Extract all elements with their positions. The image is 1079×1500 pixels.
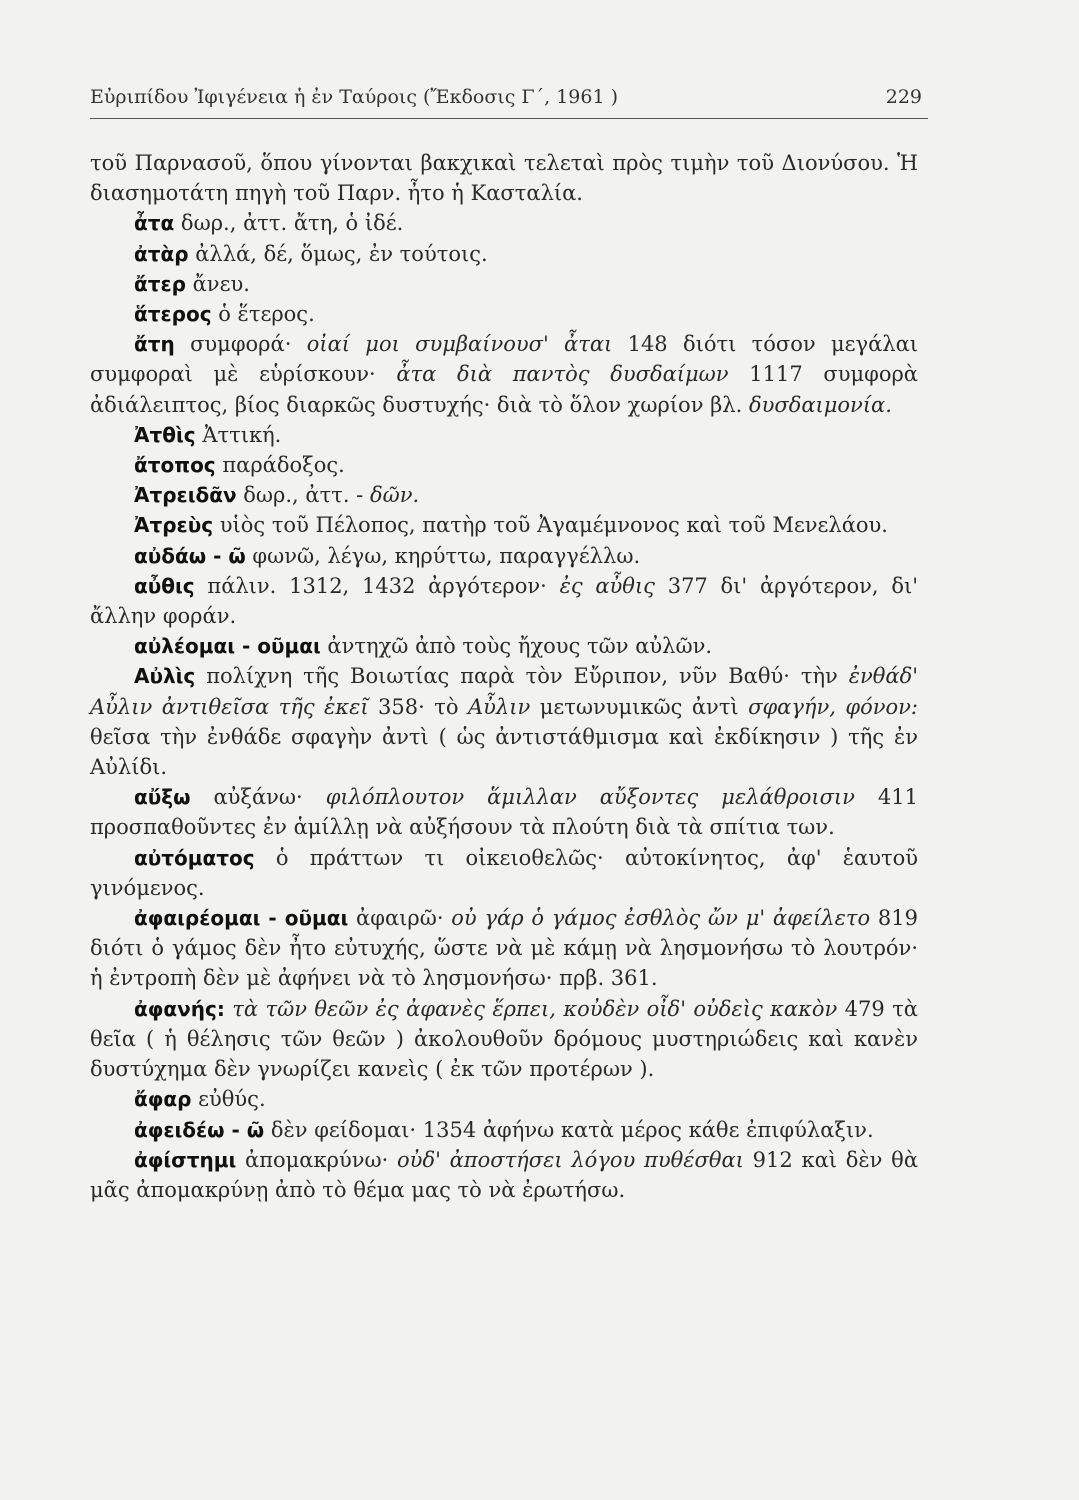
definition-text: δωρ., ἀττ. ἄτη, ὁ ἰδέ.: [174, 211, 404, 236]
headword: αὐδάω - ῶ: [134, 543, 246, 568]
definition-text: δωρ., ἀττ. -: [236, 483, 370, 508]
glossary-entry: [90, 661, 918, 782]
headword: ἀτὰρ: [134, 241, 189, 266]
definition-text: μετωνυμικῶς ἀντὶ: [530, 694, 749, 719]
glossary-entry: [90, 329, 918, 420]
definition-text: υἱὸς τοῦ Πέλοπος, πατὴρ τοῦ Ἀγαμέμνονος καὶ τοῦ Μενελάου.: [213, 513, 888, 538]
headword: αὖθις: [134, 573, 195, 598]
headword: ἀφαιρέομαι - οῦμαι: [134, 906, 349, 931]
definition-text: 358· τὸ: [368, 694, 468, 719]
glossary-entry: [90, 541, 918, 571]
definition-text: 479 τὰ θεῖα ( ἡ θέλησις τῶν θεῶν ) ἀκολουθοῦν δρόμους μυστηριώδεις καὶ κανὲν δυστύχημα δὲν γνωρίζει κανεὶς ( ἐκ τῶν προτέρων ).: [90, 996, 918, 1082]
headword: Αὐλὶς: [134, 664, 196, 689]
glossary-entry: [90, 631, 918, 661]
glossary-entry: [90, 269, 918, 299]
definition-text: ὁ ἕτερος.: [211, 302, 315, 327]
quotation: Αὖλιν: [468, 694, 531, 719]
header-title: Εὐριπίδου Ἰφιγένεια ἡ ἐν Ταύροις (Ἔκδοσις Γ΄, 1961 ): [90, 86, 619, 108]
glossary-entry: [90, 299, 918, 329]
headword: ἄφαρ: [134, 1087, 192, 1112]
definition-text: δὲν φείδομαι· 1354 ἀφήνω κατὰ μέρος κάθε ἐπιφύλαξιν.: [264, 1117, 874, 1142]
headword: ἄτη: [134, 332, 175, 357]
headword: ἄτερ: [134, 271, 186, 296]
glossary-entry: [90, 239, 918, 269]
definition-text: 819 διότι ὁ γάμος δὲν ἦτο εὐτυχής, ὥστε νὰ μὲ κάμῃ νὰ λησμονήσω τὸ λουτρόν· ἡ ἐντροπὴ δὲν μὲ ἀφήνει νὰ τὸ λησμονήσω· πρβ. 361.: [90, 906, 918, 991]
definition-text: συμφορά·: [174, 332, 307, 357]
definition-text: 912 καὶ δὲν θὰ μᾶς ἀπομακρύνῃ ἀπὸ τὸ θέμα μας τὸ νὰ ἐρωτήσω.: [90, 1147, 919, 1202]
headword: Ἀτρειδᾶν: [134, 483, 237, 508]
definition-text: αὐξάνω·: [190, 785, 326, 810]
glossary-entry: [90, 208, 918, 238]
definition-text: ὁ πράττων τι οἰκειοθελῶς· αὐτοκίνητος, ἀφ' ἑαυτοῦ γινόμενος.: [90, 845, 918, 900]
entry-continuation: [90, 148, 918, 208]
headword: Ἀτθὶς: [134, 422, 196, 447]
headword: ἀφανής:: [134, 996, 225, 1021]
definition-text: 148 διότι τόσον μεγάλαι συμφοραὶ μὲ εὑρίσκουν·: [90, 332, 918, 387]
glossary-entry: [90, 1115, 918, 1145]
page-number: 229: [885, 86, 922, 108]
headword: Ἀτρεὺς: [134, 513, 214, 538]
quotation: φιλόπλουτον ἅμιλλαν αὔξοντες μελάθροισιν: [325, 785, 855, 810]
glossary-entry: [90, 1145, 918, 1205]
definition-text: 1117 συμφορὰ ἀδιάλειπτος, βίος διαρκῶς δυστυχής· διὰ τὸ ὅλον χωρίον βλ.: [90, 362, 918, 417]
definition-text: εὐθύς.: [191, 1087, 266, 1112]
glossary-entry: [90, 480, 918, 510]
quotation: σφαγήν, φόνον:: [748, 694, 918, 719]
quotation: δῶν.: [369, 483, 420, 508]
glossary-entry: [90, 1084, 918, 1114]
headword: ἀφίστημι: [134, 1147, 237, 1172]
definition-text: τοῦ Παρνασοῦ, ὅπου γίνονται βακχικαὶ τελεταὶ πρὸς τιμὴν τοῦ Διονύσου. Ἡ διασημοτάτη πηγὴ τοῦ Παρν. ἦτο ἡ Κασταλία.: [90, 151, 918, 206]
definition-text: πολίχνη τῆς Βοιωτίας παρὰ τὸν Εὔριπον, νῦν Βαθύ· τὴν: [195, 664, 849, 689]
headword: ἄτοπος: [134, 453, 216, 478]
headword: αὐλέομαι - οῦμαι: [134, 634, 321, 659]
headword: αὔξω: [134, 785, 191, 810]
definition-text: ἀλλά, δέ, ὅμως, ἐν τούτοις.: [188, 241, 488, 266]
quotation: ἐς αὖθις: [559, 573, 655, 598]
definition-text: ἀπομακρύνω·: [236, 1147, 398, 1172]
glossary-entry: [90, 510, 918, 540]
headword: ἆτα: [134, 211, 175, 236]
headword: ἅτερος: [134, 302, 212, 327]
definition-text: 377 δι' ἀργότερον, δι' ἄλλην φοράν.: [90, 573, 918, 629]
glossary-entry: [90, 994, 918, 1085]
definition-text: φωνῶ, λέγω, κηρύττω, παραγγέλλω.: [245, 543, 641, 568]
glossary-body: [90, 148, 918, 1205]
definition-text: ἄνευ.: [185, 271, 250, 296]
definition-text: ἀφαιρῶ·: [348, 906, 452, 931]
glossary-entry: [90, 843, 918, 903]
definition-text: Ἀττική.: [195, 422, 282, 447]
quotation: τὰ τῶν θεῶν ἐς ἀφανὲς ἕρπει, κοὐδὲν οἶδ' οὐδεὶς κακὸν: [232, 996, 838, 1021]
quotation: οὐ γάρ ὁ γάμος ἐσθλὸς ὤν μ' ἀφείλετο: [451, 906, 871, 931]
headword: ἀφειδέω - ῶ: [134, 1117, 265, 1142]
definition-text: παράδοξος.: [215, 453, 345, 478]
definition-text: πάλιν. 1312, 1432 ἀργότερον·: [194, 573, 560, 598]
quotation: δυσδαιμονία.: [748, 392, 892, 417]
glossary-entry: [90, 903, 918, 994]
glossary-entry: [90, 782, 918, 842]
definition-text: 411 προσπαθοῦντες ἐν ἁμίλλῃ νὰ αὐξήσουν τὰ πλούτη διὰ τὰ σπίτια των.: [90, 785, 918, 840]
glossary-entry: [90, 450, 918, 480]
definition-text: θεῖσα τὴν ἐνθάδε σφαγὴν ἀντὶ ( ὡς ἀντιστάθμισμα καὶ ἐκδίκησιν ) τῆς ἐν Αὐλίδι.: [90, 724, 918, 780]
header-divider: [90, 118, 928, 119]
quotation: ἆτα διὰ παντὸς δυσδαίμων: [396, 362, 729, 387]
headword: αὐτόματος: [134, 845, 255, 870]
quotation: οἰαί μοι συμβαίνουσ' ἆται: [306, 332, 613, 357]
definition-text: ἀντηχῶ ἀπὸ τοὺς ἤχους τῶν αὐλῶν.: [320, 634, 713, 659]
glossary-entry: [90, 571, 918, 631]
quotation: ἐνθάδ' Αὖλιν ἀντιθεῖσα τῆς ἐκεῖ: [90, 664, 918, 719]
quotation: οὐδ' ἀποστήσει λόγου πυθέσθαι: [397, 1147, 744, 1172]
glossary-entry: [90, 420, 918, 450]
